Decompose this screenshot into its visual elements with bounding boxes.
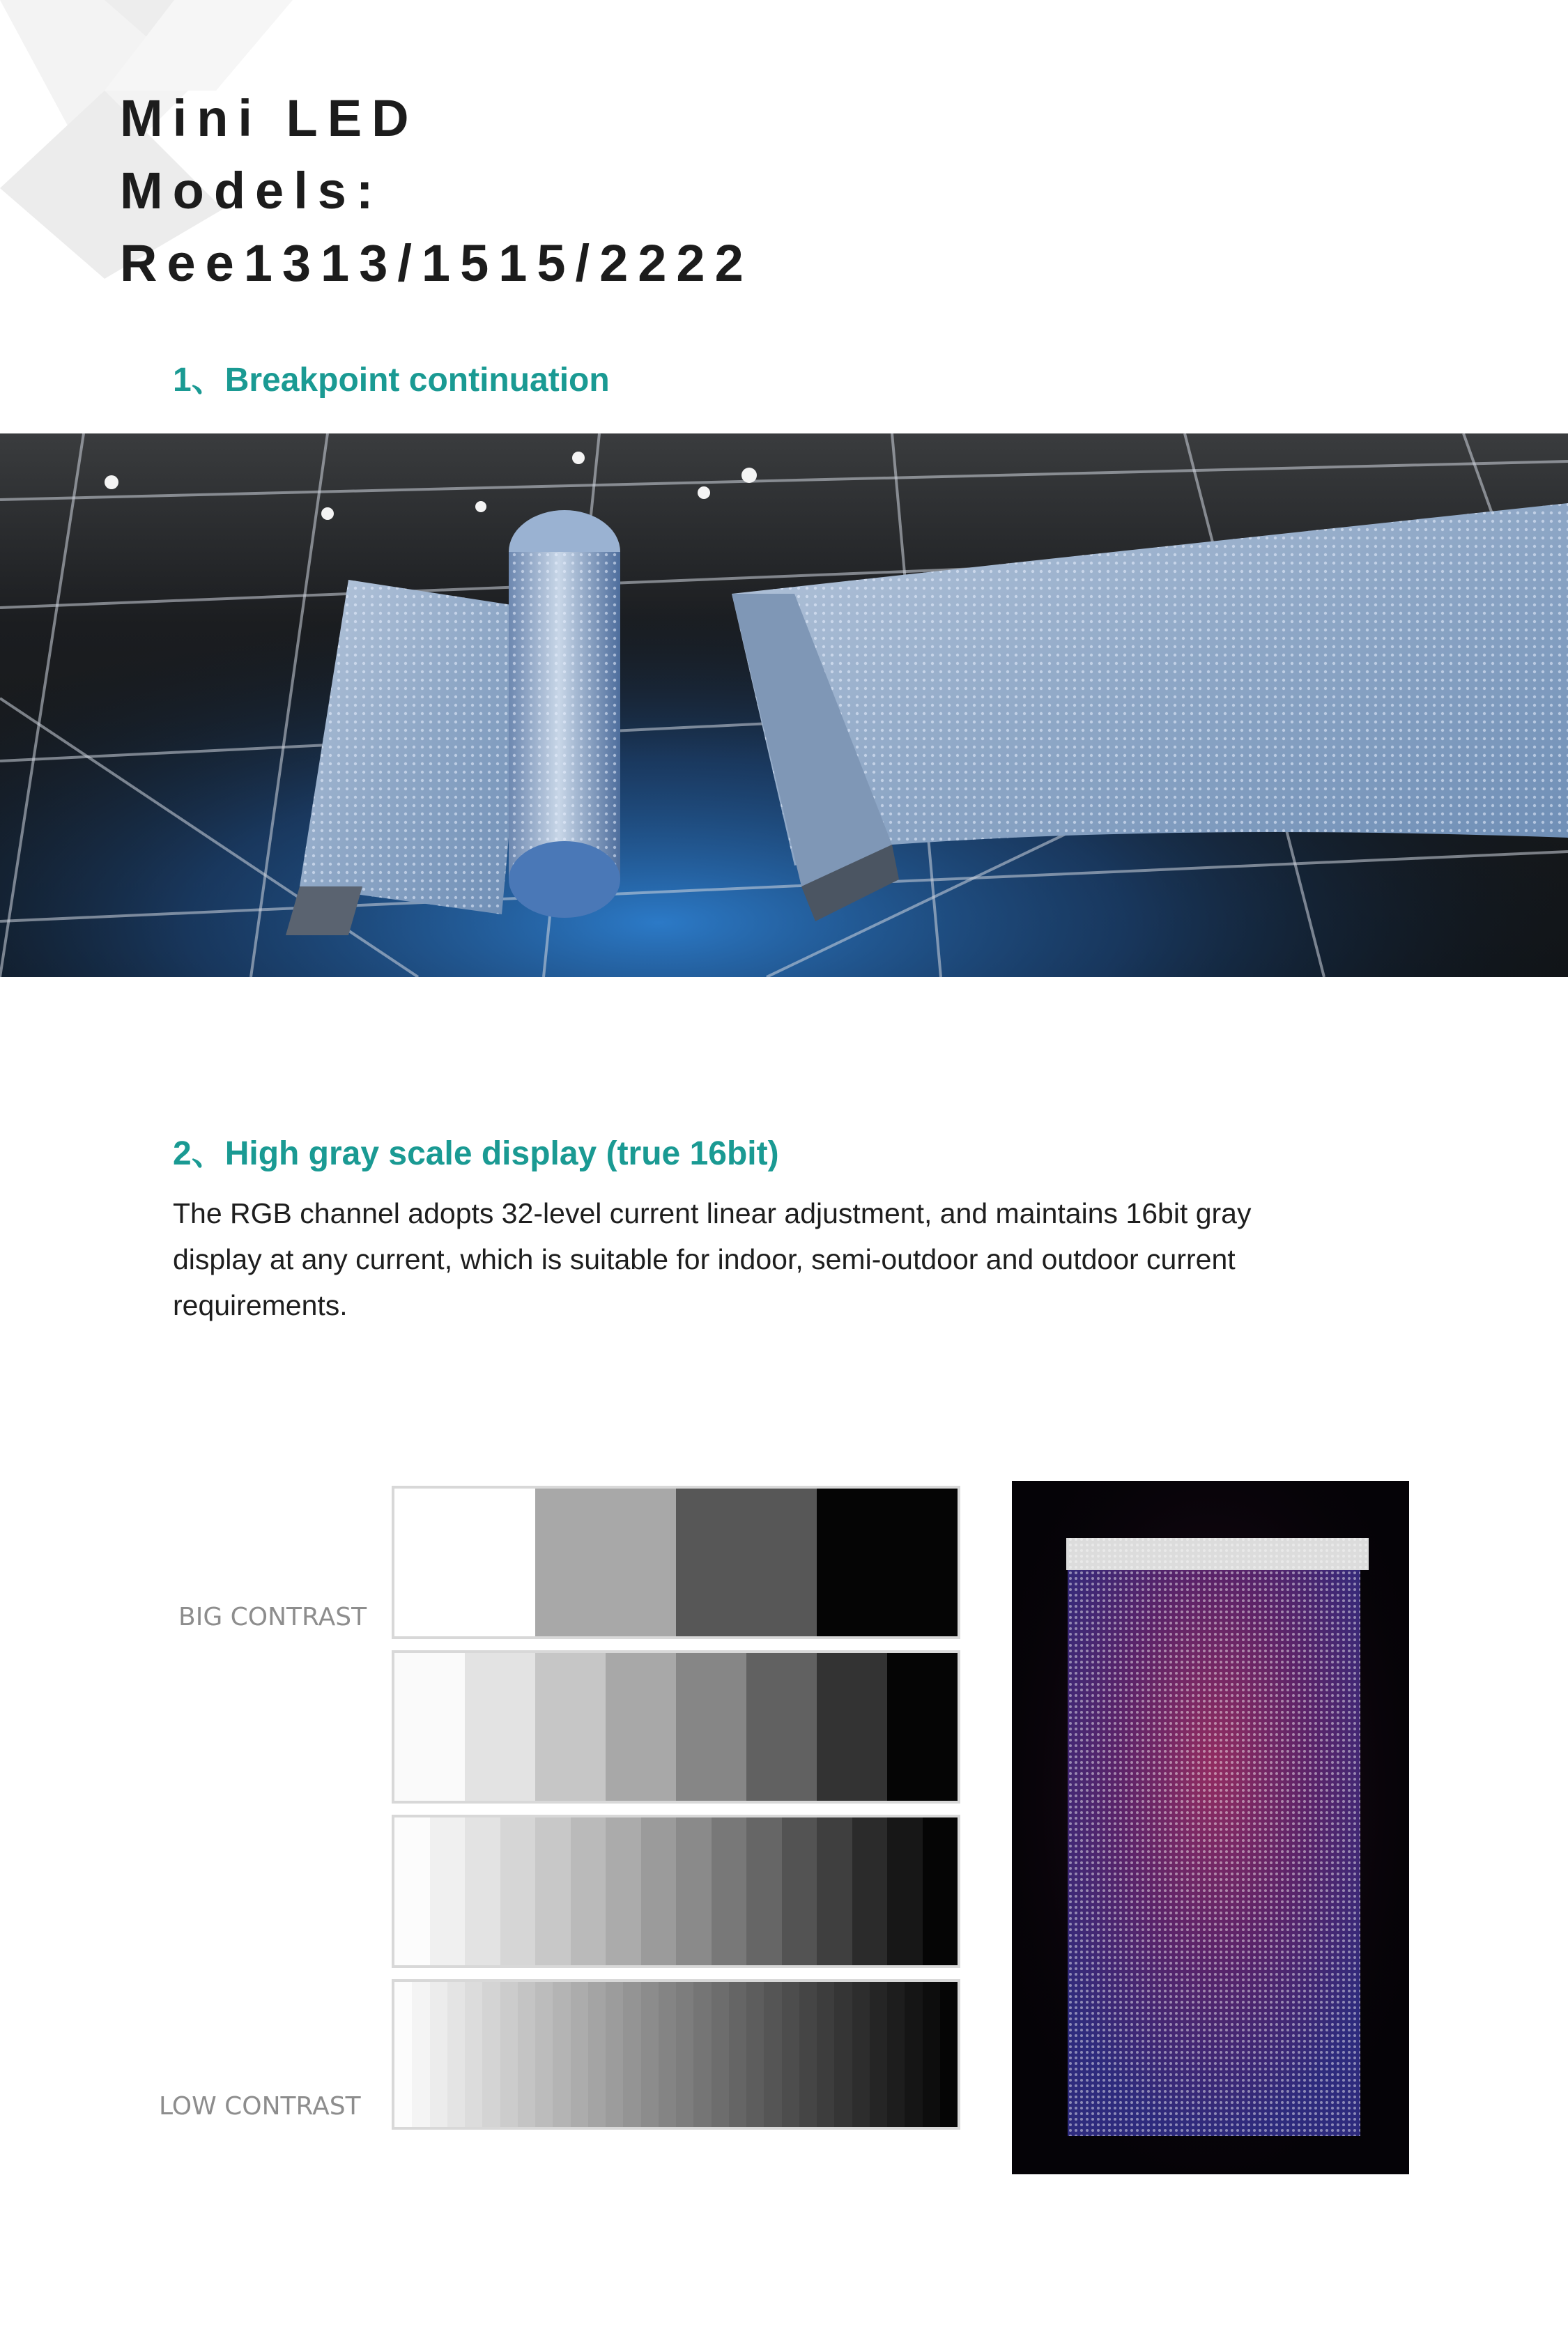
gray-band-8-steps [392, 1650, 960, 1804]
gray-step [712, 1982, 729, 2127]
gray-step [764, 1982, 781, 2127]
gray-step [887, 1982, 905, 2127]
gray-step [623, 1982, 640, 2127]
gray-step [729, 1982, 746, 2127]
gray-step [676, 1982, 693, 2127]
gray-step [465, 1982, 482, 2127]
low-contrast-label: LOW CONTRAST [159, 2092, 361, 2121]
gray-step [588, 1982, 606, 2127]
gray-step [834, 1982, 852, 2127]
gray-step [659, 1982, 676, 2127]
gray-step [641, 1982, 659, 2127]
led-panel-display-photo [1012, 1481, 1409, 2174]
gray-band-4-steps [392, 1486, 960, 1639]
gray-step [518, 1982, 535, 2127]
gray-step [817, 1982, 834, 2127]
grayscale-description: The RGB channel adopts 32-level current linear adjustment, and maintains 16bit gray display at any current, which is suitable for indoor, semi-outdoor and outdoor current requirements. [173, 1197, 1252, 1321]
title-line: Models: [120, 162, 383, 220]
page-title [120, 82, 753, 300]
gray-step [606, 1982, 623, 2127]
gray-step [923, 1982, 940, 2127]
gray-step [940, 1982, 958, 2127]
title-line: Mini LED [120, 89, 419, 147]
gray-step [394, 1982, 412, 2127]
gray-step [482, 1982, 500, 2127]
gray-step [430, 1982, 447, 2127]
gray-step [852, 1982, 870, 2127]
section-heading-breakpoint: 1、Breakpoint continuation [173, 362, 610, 399]
gray-step [412, 1982, 429, 2127]
gray-band-16-steps [392, 1815, 960, 1968]
section-heading-grayscale: 2、High gray scale display (true 16bit) [173, 1135, 779, 1172]
gray-step [500, 1982, 518, 2127]
gray-step [799, 1982, 817, 2127]
gray-band-32-steps [392, 1979, 960, 2130]
gray-step [553, 1982, 570, 2127]
big-contrast-label: BIG CONTRAST [178, 1603, 367, 1631]
gray-step [693, 1982, 711, 2127]
gray-step [905, 1982, 922, 2127]
gray-step [782, 1982, 799, 2127]
gray-step [571, 1982, 588, 2127]
title-line: Ree1313/1515/2222 [120, 234, 753, 292]
gray-step [447, 1982, 465, 2127]
gray-step [870, 1982, 887, 2127]
gray-step [746, 1982, 764, 2127]
gray-scale-illustration [153, 1477, 976, 2146]
flexible-led-modules-photo [0, 433, 1568, 977]
gray-step [535, 1982, 553, 2127]
